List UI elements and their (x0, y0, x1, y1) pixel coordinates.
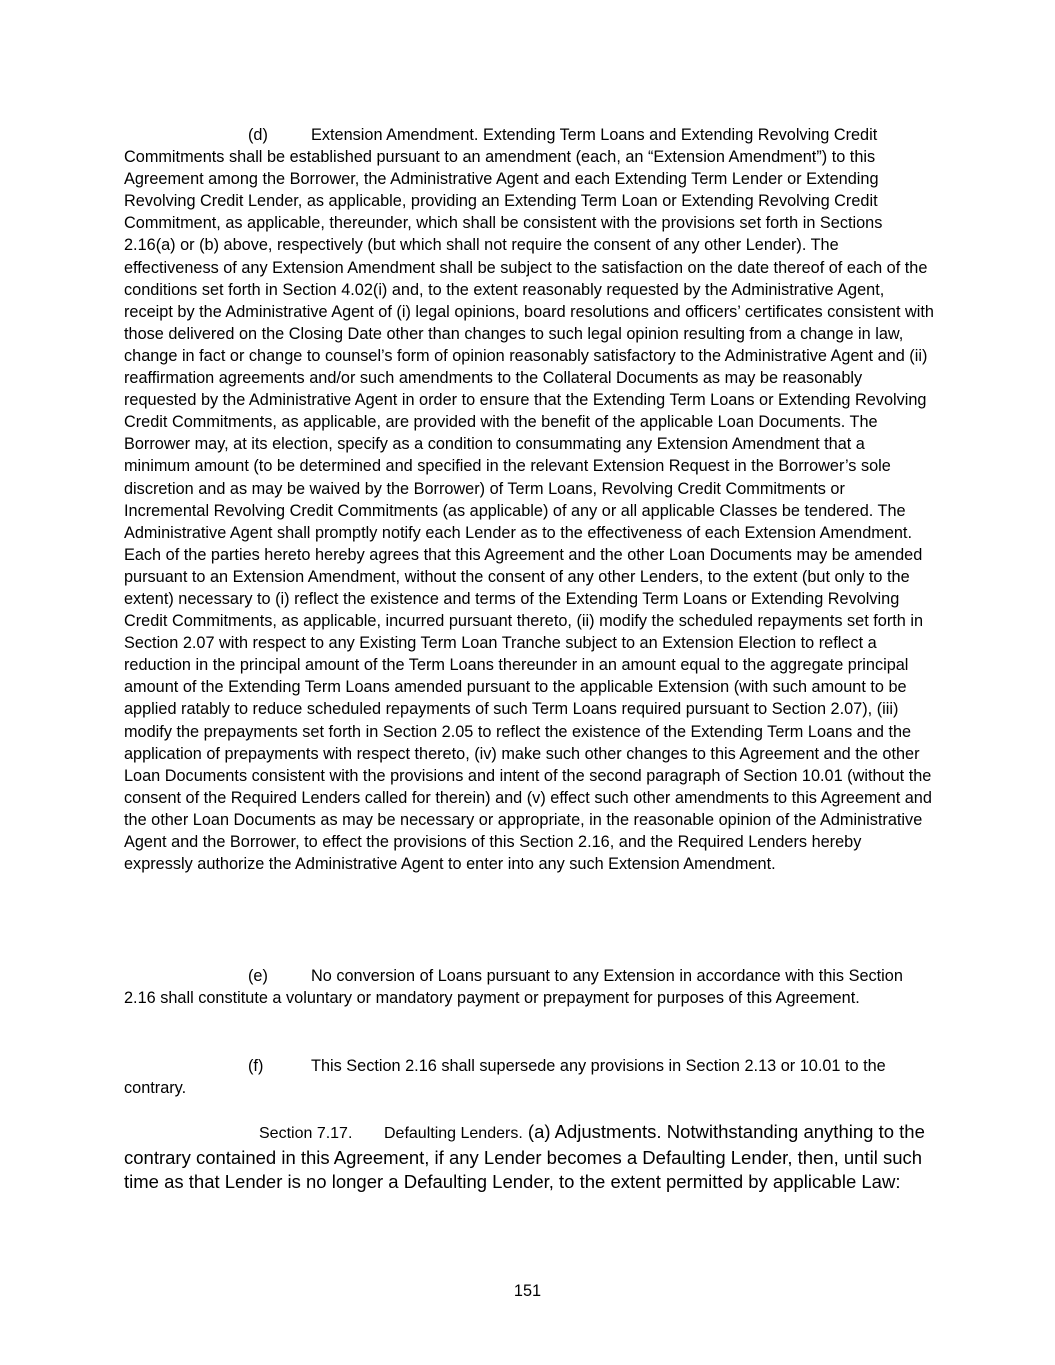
paragraph-e-text: No conversion of Loans pursuant to any Extension in accordance with this Section 2.16 shall constitute a voluntary or mandatory payment or prepayment for purposes of this Agreement. (124, 967, 903, 1008)
paragraph-e-marker: (e) (248, 967, 268, 985)
paragraph-d-marker: (d) (248, 126, 268, 144)
paragraph-d (124, 124, 934, 875)
section-title: Defaulting Lenders. (384, 1125, 523, 1142)
paragraph-f-text: This Section 2.16 shall supersede any provisions in Section 2.13 or 10.01 to the contrary. (124, 1057, 886, 1098)
paragraph-d-text: Extension Amendment. Extending Term Loans and Extending Revolving Credit Commitments shall be established pursuant to an amendment (each, an “Extension Amendment”) to this Agreement among the Borrower, the Administrative Agent and each Extending Term Lender or Extending Revolving Credit Lender, as applicable, providing an Extending Term Loan or Extending Revolving Credit Commitment, as applicable, thereunder, which shall be consistent with the provisions set forth in Sections 2.16(a) or (b) above, respectively (but which shall not require the consent of any other Lender). The effectiveness of any Extension Amendment shall be subject to the satisfaction on the date thereof of each of the conditions set forth in Section 4.02(i) and, to the extent reasonably requested by the Administrative Agent, receipt by the Administrative Agent of (i) legal opinions, board resolutions and officers’ certificates consistent with those delivered on the Closing Date other than changes to such legal opinion resulting from a change in law, change in fact or change to counsel’s form of opinion reasonably satisfactory to the Administrative Agent and (ii) reaffirmation agreements and/or such amendments to the Collateral Documents as may be reasonably requested by the Administrative Agent in order to ensure that the Extending Term Loans or Extending Revolving Credit Commitments, as applicable, are provided with the benefit of the applicable Loan Documents. The Borrower may, at its election, specify as a condition to consummating any Extension Amendment that a minimum amount (to be determined and specified in the relevant Extension Request in the Borrower’s sole discretion and as may be waived by the Borrower) of Term Loans, Revolving Credit Commitments or Incremental Revolving Credit Commitments (as applicable) of any or all applicable Classes be tendered. The Administrative Agent shall promptly notify each Lender as to the effectiveness of each Extension Amendment. Each of the parties hereto hereby agrees that this Agreement and the other Loan Documents may be amended pursuant to an Extension Amendment, without the consent of any other Lenders, to the extent (but only to the extent) necessary to (i) reflect the existence and terms of the Extending Term Loans or Extending Revolving Credit Commitments, as applicable, incurred pursuant thereto, (ii) modify the scheduled repayments set forth in Section 2.07 with respect to any Existing Term Loan Tranche subject to an Extension Election to reflect a reduction in the principal amount of the Term Loans thereunder in an amount equal to the aggregate principal amount of the Extending Term Loans amended pursuant to the applicable Extension (with such amount to be applied ratably to reduce scheduled repayments of such Term Loans required pursuant to Section 2.07), (iii) modify the prepayments set forth in Section 2.05 to reflect the existence of the Extending Term Loans and the application of prepayments with respect thereto, (iv) make such other changes to this Agreement and the other Loan Documents consistent with the provisions and intent of the second paragraph of Section 10.01 (without the consent of the Required Lenders called for therein) and (v) effect such other amendments to this Agreement and the other Loan Documents as may be necessary or appropriate, in the reasonable opinion of the Administrative Agent and the Borrower, to effect the provisions of this Section 2.16, and the Required Lenders hereby expressly authorize the Administrative Agent to enter into any such Extension Amendment. (124, 126, 934, 874)
page-number: 151 (513, 1282, 542, 1300)
section-number: Section 7.17. (259, 1125, 353, 1142)
section-text: (a) Adjustments. Notwithstanding anything to the contrary contained in this Agreement, if any Lender becomes a Defaulting Lender, then, until such time as that Lender is no longer a Defaulting Lender, to the extent permitted by applicable Law: (124, 1121, 925, 1192)
paragraph-e (124, 965, 934, 1009)
section-defaulting-lenders (124, 1120, 936, 1194)
paragraph-f-marker: (f) (248, 1057, 264, 1075)
paragraph-f (124, 1055, 934, 1099)
